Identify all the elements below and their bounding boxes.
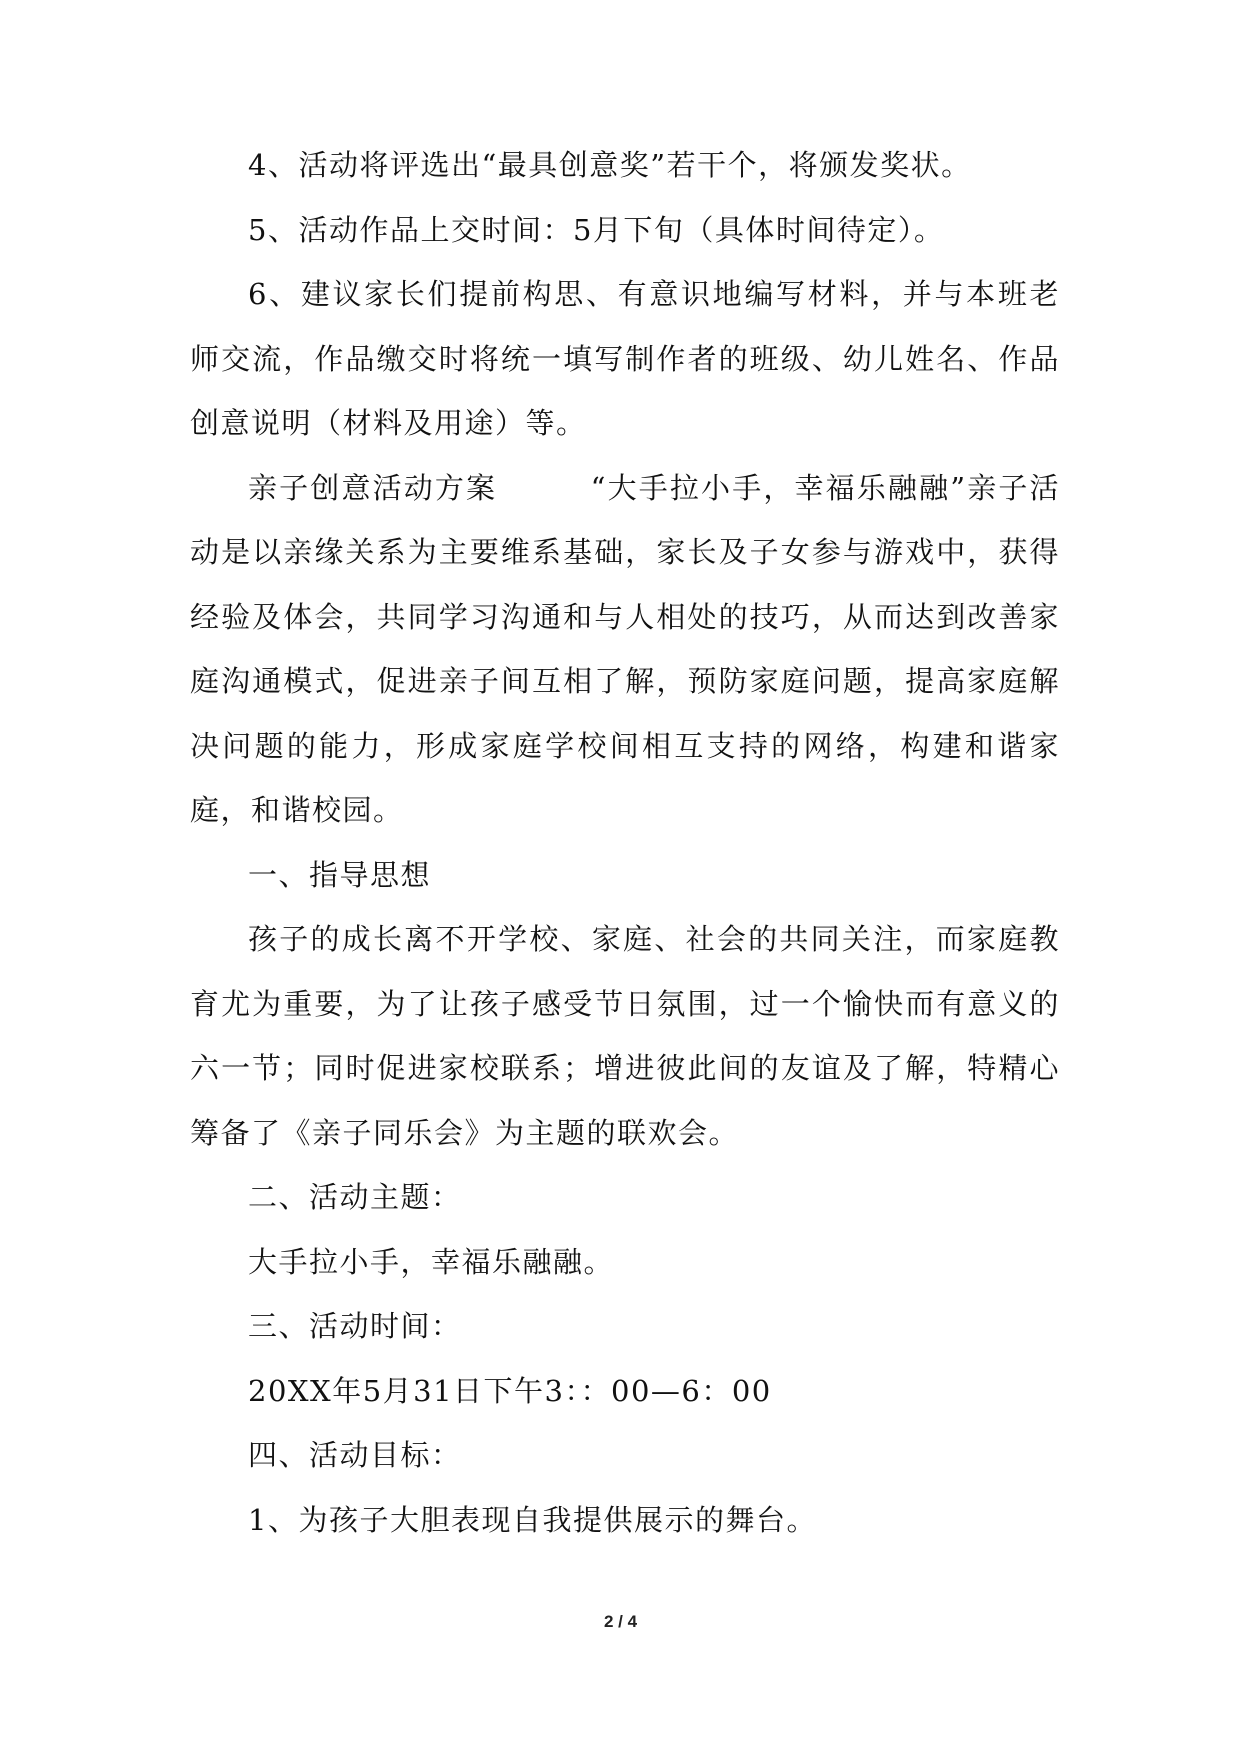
- paragraph-theme: 大手拉小手，幸福乐融融。: [248, 1244, 615, 1279]
- section-heading-theme: 二、活动主题：: [248, 1180, 462, 1214]
- paragraph-time: 20XX年5月31日下午3：：00—6：00: [248, 1373, 772, 1408]
- page-number: 2 / 4: [603, 1612, 638, 1631]
- document-body: [190, 133, 1060, 1552]
- paragraph-item-5: 5、活动作品上交时间：5月下旬（具体时间待定）。: [248, 212, 945, 247]
- section-heading-time: 三、活动时间：: [248, 1309, 462, 1343]
- section-heading-goals: 四、活动目标：: [248, 1438, 462, 1472]
- paragraph-item-4: 4、活动将评选出“最具创意奖”若干个，将颁发奖状。: [248, 148, 972, 182]
- paragraph-guiding-idea: 孩子的成长离不开学校、家庭、社会的共同关注，而家庭教育尤为重要，为了让孩子感受节日氛围，过一个愉快而有意义的六一节；同时促进家校联系；增进彼此间的友谊及了解，特精心筹备了《亲子同乐会》为主题的联欢会。: [190, 922, 1060, 1150]
- paragraph-intro: 亲子创意活动方案 “大手拉小手，幸福乐融融”亲子活动是以亲缘关系为主要维系基础，家长及子女参与游戏中，获得经验及体会，共同学习沟通和与人相处的技巧，从而达到改善家庭沟通模式，促进亲子间互相了解，预防家庭问题，提高家庭解决问题的能力，形成家庭学校间相互支持的网络，构建和谐家庭，和谐校园。: [190, 470, 1060, 827]
- paragraph-item-6: 6、建议家长们提前构思、有意识地编写材料，并与本班老师交流，作品缴交时将统一填写制作者的班级、幼儿姓名、作品创意说明（材料及用途）等。: [190, 277, 1060, 440]
- section-heading-guiding-idea: 一、指导思想: [248, 857, 432, 892]
- paragraph-goal-1: 1、为孩子大胆表现自我提供展示的舞台。: [248, 1502, 817, 1537]
